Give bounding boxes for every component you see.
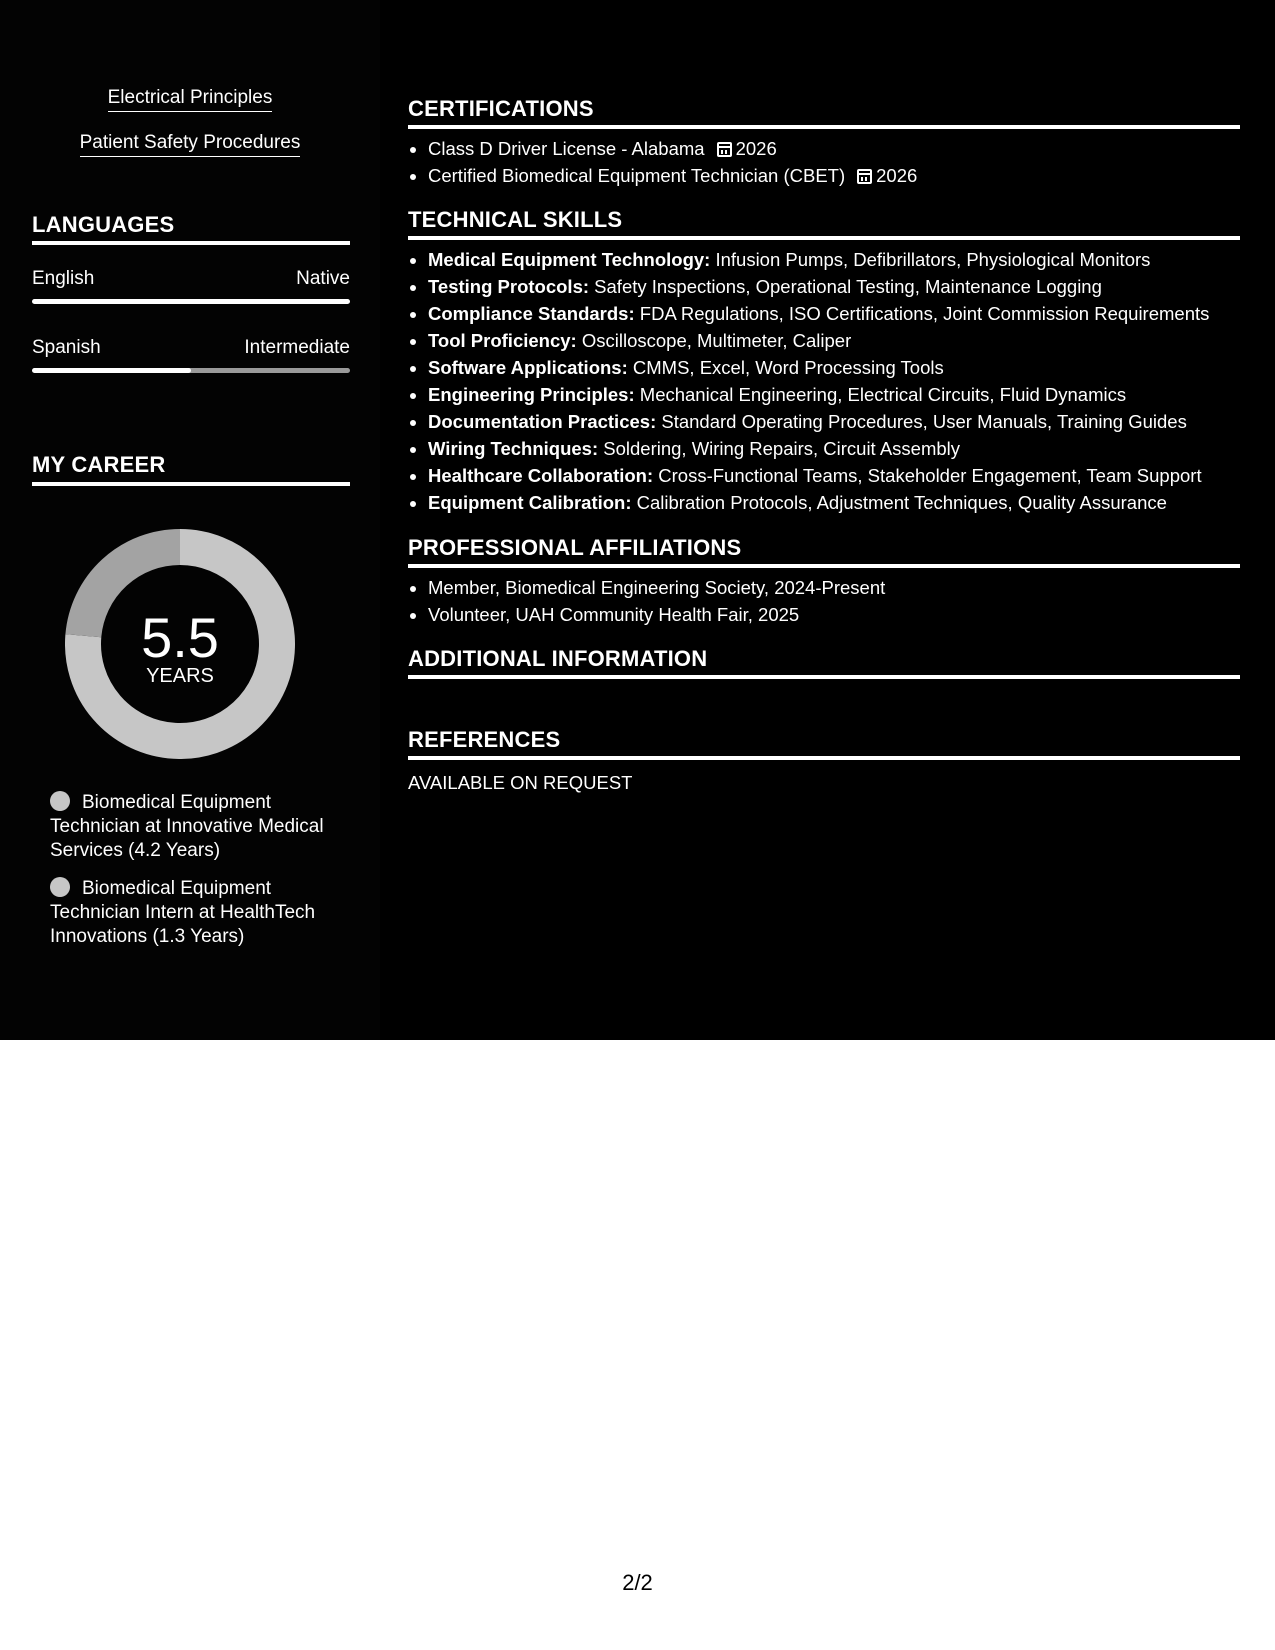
language-proficiency-fill <box>32 299 350 304</box>
section-divider <box>408 236 1240 240</box>
language-proficiency-fill <box>32 368 191 373</box>
certifications-heading: CERTIFICATIONS <box>408 96 594 121</box>
affiliation-item: • Member, Biomedical Engineering Society, 2024-Present <box>428 574 885 601</box>
affiliation-item: • Volunteer, UAH Community Health Fair, 2025 <box>428 601 885 628</box>
section-divider <box>408 675 1240 679</box>
career-total-unit: YEARS <box>146 665 214 687</box>
section-divider <box>408 125 1240 129</box>
skill-row: • Engineering Principles: Mechanical Engineering, Electrical Circuits, Fluid Dynamics <box>428 381 1209 408</box>
calendar-icon <box>717 142 732 157</box>
additional-info-heading: ADDITIONAL INFORMATION <box>408 646 708 671</box>
technical-skills-heading: TECHNICAL SKILLS <box>408 207 623 232</box>
language-row <box>32 337 350 359</box>
skill-row: • Documentation Practices: Standard Operating Procedures, User Manuals, Training Guides <box>428 408 1209 435</box>
career-donut-chart <box>65 529 295 759</box>
language-level: Native <box>296 268 350 289</box>
skill-row: • Testing Protocols: Safety Inspections, Operational Testing, Maintenance Logging <box>428 273 1209 300</box>
certifications-list <box>408 135 917 189</box>
language-level: Intermediate <box>244 337 350 358</box>
language-proficiency-bar <box>32 299 350 304</box>
calendar-icon <box>857 169 872 184</box>
references-heading: REFERENCES <box>408 727 561 752</box>
language-row <box>32 268 350 290</box>
skill-item: Electrical Principles <box>0 87 380 109</box>
section-divider <box>32 241 350 245</box>
references-text: AVAILABLE ON REQUEST <box>408 772 633 793</box>
career-item: Biomedical Equipment Technician Intern at HealthTech Innovations (1.3 Years) <box>50 878 316 947</box>
work-status-label: Work Status <box>408 686 516 707</box>
language-proficiency-bar <box>32 368 350 373</box>
certification-item: • Certified Biomedical Equipment Technician (CBET) 2026 <box>428 162 917 189</box>
skill-row: • Compliance Standards: FDA Regulations, ISO Certifications, Joint Commission Requirements <box>428 300 1209 327</box>
section-divider <box>408 756 1240 760</box>
skill-row: • Medical Equipment Technology: Infusion Pumps, Defibrillators, Physiological Monitors <box>428 246 1209 273</box>
certification-item: • Class D Driver License - Alabama 2026 <box>428 135 917 162</box>
affiliations-list <box>408 574 885 628</box>
career-item: Biomedical Equipment Technician at Innovative Medical Services (4.2 Years) <box>50 792 324 861</box>
skill-row: • Tool Proficiency: Oscilloscope, Multimeter, Caliper <box>428 327 1209 354</box>
language-name: English <box>32 268 95 289</box>
skill-row: • Software Applications: CMMS, Excel, Word Processing Tools <box>428 354 1209 381</box>
section-divider <box>408 564 1240 568</box>
career-dot-icon <box>50 791 70 811</box>
language-name: Spanish <box>32 337 101 358</box>
career-dot-icon <box>50 877 70 897</box>
career-heading: MY CAREER <box>32 452 166 477</box>
skill-row: • Healthcare Collaboration: Cross-Functional Teams, Stakeholder Engagement, Team Support <box>428 462 1209 489</box>
sidebar <box>0 0 380 1040</box>
technical-skills-list <box>408 246 1209 516</box>
skill-item: Patient Safety Procedures <box>0 132 380 154</box>
affiliations-heading: PROFESSIONAL AFFILIATIONS <box>408 535 742 560</box>
page-number: 2/2 <box>622 1570 653 1595</box>
section-divider <box>32 482 350 486</box>
skill-row: • Equipment Calibration: Calibration Protocols, Adjustment Techniques, Quality Assurance <box>428 489 1209 516</box>
languages-heading: LANGUAGES <box>32 212 175 237</box>
work-status-value: : Authorized to work in United States. No sponsorship required. <box>557 686 1073 707</box>
career-total-years: 5.5 <box>141 606 219 669</box>
skill-row: • Wiring Techniques: Soldering, Wiring Repairs, Circuit Assembly <box>428 435 1209 462</box>
